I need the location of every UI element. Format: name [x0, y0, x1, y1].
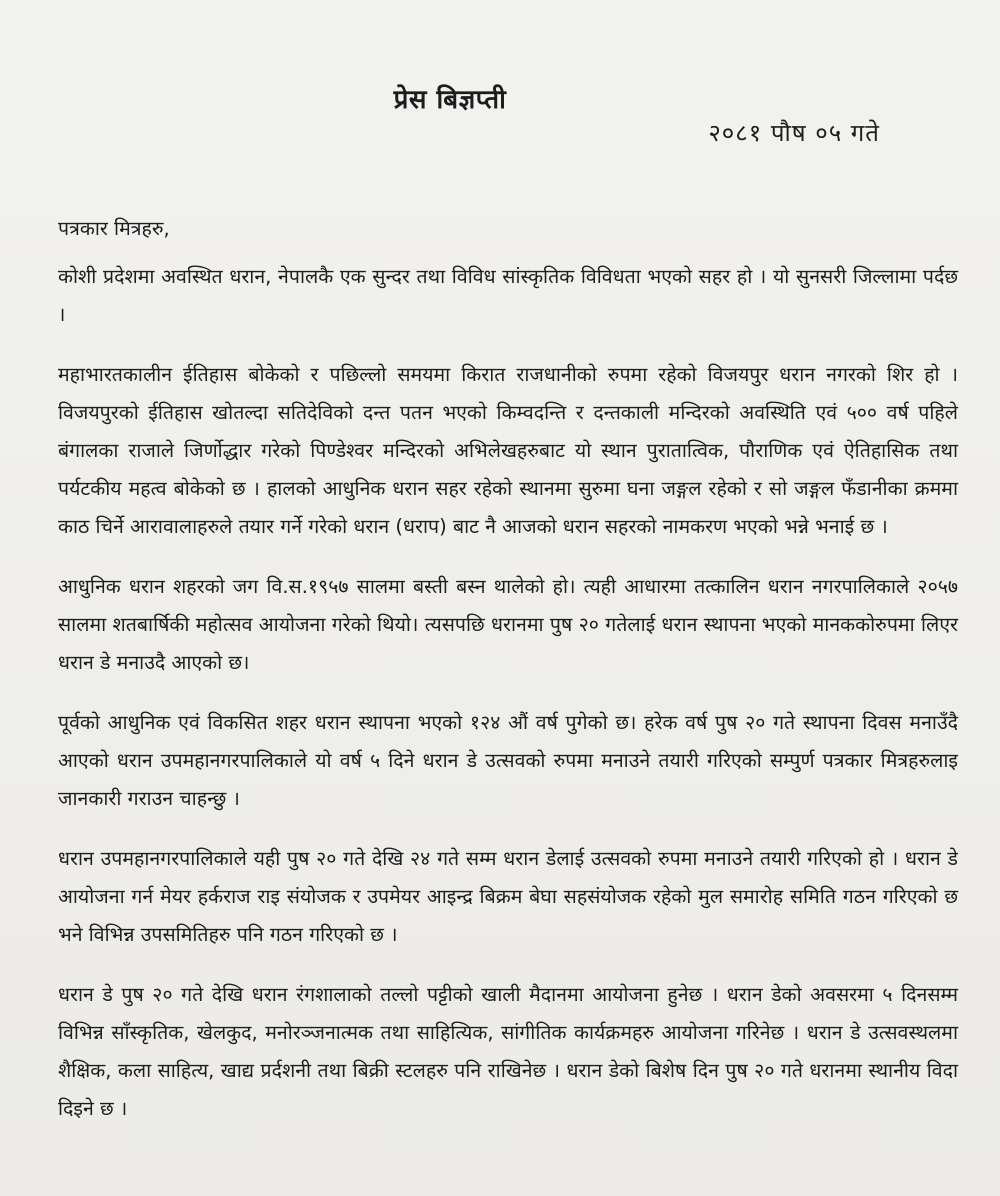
- paragraph-5: धरान उपमहानगरपालिकाले यही पुष २० गते देखि २४ गते सम्म धरान डेलाई उत्सवको रुपमा मनाउने तयारी गरिएको हो । धरान डे आयोजना गर्न मेयर हर्कराज राइ संयोजक र उपमेयर आइन्द्र बिक्रम बेघा सहसंयोजक रहेको मुल समारोह समिति गठन गरिएको छ भने विभिन्न उपसमितिहरु पनि गठन गरिएको छ ।: [58, 847, 958, 946]
- paragraph-3: आधुनिक धरान शहरको जग वि.स.१९५७ सालमा बस्ती बस्न थालेको हो। त्यही आधारमा तत्कालिन धरान नगरपालिकाले २०५७ सालमा शतबार्षिकी महोत्सव आयोजना गरेको थियो। त्यसपछि धरानमा पुष २० गतेलाई धरान स्थापना भएको मानककोरुपमा लिएर धरान डे मनाउदै आएको छ।: [58, 575, 958, 674]
- document-date: २०८१ पौष ०५ गते: [708, 119, 880, 147]
- document-title: प्रेस बिज्ञप्ती: [393, 85, 507, 115]
- salutation: पत्रकार मित्रहरु,: [58, 217, 170, 240]
- paragraph-1: कोशी प्रदेशमा अवस्थित धरान, नेपालकै एक सुन्दर तथा विविध सांस्कृतिक विविधता भएको सहर हो । यो सुनसरी जिल्लामा पर्दछ ।: [58, 265, 958, 326]
- paragraph-6: धरान डे पुष २० गते देखि धरान रंगशालाको तल्लो पट्टीको खाली मैदानमा आयोजना हुनेछ । धरान डेको अवसरमा ५ दिनसम्म विभिन्न साँस्कृतिक, खेलकुद, मनोरञ्जनात्मक तथा साहित्यिक, सांगीतिक कार्यक्रमहरु आयोजना गरिनेछ । धरान डे उत्सवस्थलमा शैक्षिक, कला साहित्य, खाद्य प्रर्दशनी तथा बिक्री स्टलहरु पनि राखिनेछ । धरान डेको बिशेष दिन पुष २० गते धरानमा स्थानीय विदा दिइने छ ।: [58, 983, 958, 1120]
- document-body: [58, 210, 958, 1150]
- paragraph-2: महाभारतकालीन ईतिहास बोकेको र पछिल्लो समयमा किरात राजधानीको रुपमा रहेको विजयपुर धरान नगरको शिर हो । विजयपुरको ईतिहास खोतल्दा सतिदेविको दन्त पतन भएको किम्वदन्ति र दन्तकाली मन्दिरको अवस्थिति एवं ५०० वर्ष पहिले बंगालका राजाले जिर्णोद्धार गरेको पिण्डेश्वर मन्दिरको अभिलेखहरुबाट यो स्थान पुरातात्विक, पौराणिक एवं ऐतिहासिक तथा पर्यटकीय महत्व बोकेको छ । हालको आधुनिक धरान सहर रहेको स्थानमा सुरुमा घना जङ्गल रहेको र सो जङ्गल फँडानीका क्रममा काठ चिर्ने आरावालाहरुले तयार गर्ने गरेको धरान (धराप) बाट नै आजको धरान सहरको नामकरण भएको भन्ने भनाई छ ।: [58, 363, 958, 538]
- paragraph-4: पूर्वको आधुनिक एवं विकसित शहर धरान स्थापना भएको १२४ औं वर्ष पुगेको छ। हरेक वर्ष पुष २० गते स्थापना दिवस मनाउँदै आएको धरान उपमहानगरपालिकाले यो वर्ष ५ दिने धरान डे उत्सवको रुपमा मनाउने तयारी गरिएको सम्पुर्ण पत्रकार मित्रहरुलाइ जानकारी गराउन चाहन्छु ।: [58, 711, 958, 810]
